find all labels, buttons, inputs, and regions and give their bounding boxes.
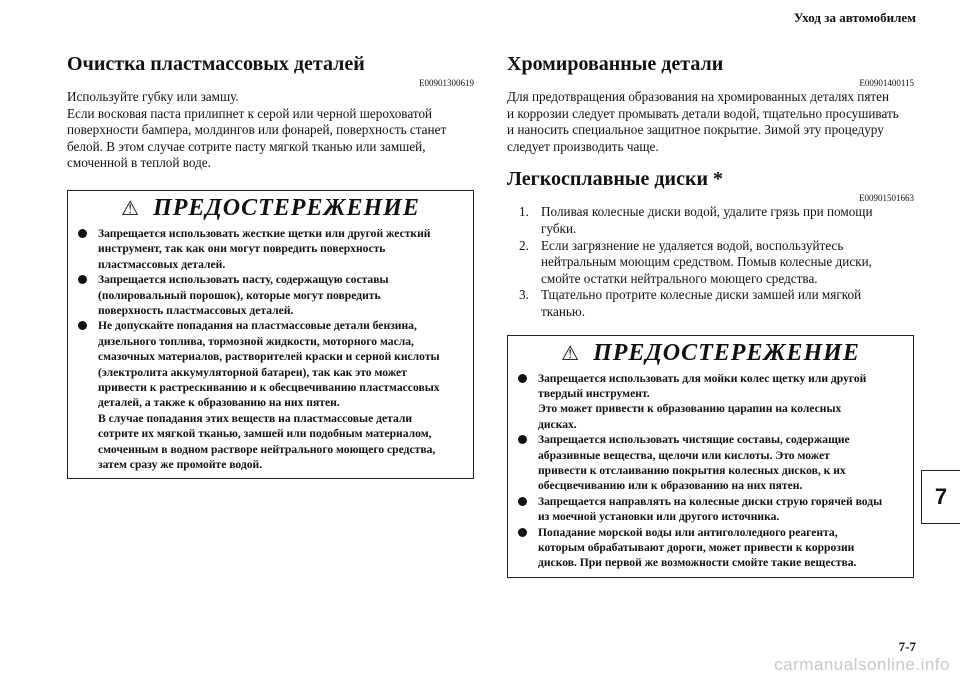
warning-triangle-icon: ⚠: [121, 197, 140, 220]
step-line: тканью.: [541, 303, 586, 319]
text-line: и коррозии следует промывать детали водой, тщательно просушивать: [507, 105, 899, 121]
section-code: E00901501663: [859, 193, 914, 204]
warning-line: абразивные вещества, щелочи или кислоты. Это может: [538, 448, 830, 462]
bullet-icon: [518, 435, 527, 444]
step-item: [507, 204, 914, 237]
warning-line: Попадание морской воды или антигололедного реагента,: [538, 525, 838, 539]
bullet-icon: [518, 497, 527, 506]
warning-line: инструмент, так как они могут повредить поверхность: [98, 242, 386, 256]
step-line: Если загрязнение не удаляется водой, воспользуйтесь: [541, 237, 844, 253]
warning-item: [516, 525, 903, 571]
warning-line: сотрите их мягкой тканью, замшей или подобным материалом,: [98, 427, 432, 441]
warning-line: дисках.: [538, 417, 577, 431]
warning-header: [508, 336, 913, 371]
warning-line: (электролита аккумуляторной батареи), так как это может: [98, 365, 407, 379]
warning-line: из моечной установки или другого источника.: [538, 510, 780, 524]
warning-line: Запрещается использовать чистящие составы, содержащие: [538, 433, 850, 447]
warning-line: затем сразу же промойте водой.: [98, 458, 263, 472]
section-heading-plastic: Очистка пластмассовых деталей: [67, 53, 365, 75]
warning-list: [508, 371, 913, 577]
warning-item: [516, 432, 903, 494]
text-line: белой. В этом случае сотрите пасту мягкой тканью или замшей,: [67, 138, 426, 154]
warning-line: привести к растрескиванию и к обесцвечиванию пластмассовых: [98, 381, 440, 395]
section-code: E00901300619: [419, 78, 474, 88]
warning-line: смоченным в водном растворе нейтрального моющего средства,: [98, 442, 436, 456]
warning-item: [76, 226, 463, 272]
bullet-icon: [78, 321, 87, 330]
warning-line: дизельного топлива, тормозной жидкости, моторного масла,: [98, 334, 414, 348]
warning-box-wheels: [507, 335, 914, 578]
warning-line: которым обрабатывают дороги, может привести к коррозии: [538, 541, 855, 554]
warning-line: дисков. При первой же возможности смойте такие вещества.: [538, 556, 857, 570]
section-heading-alloy-wheels: Легкосплавные диски *: [507, 168, 723, 191]
step-item: [507, 238, 914, 288]
step-line: смойте остатки нейтрального моющего средства.: [541, 270, 818, 286]
warning-line: деталей, а также к образованию на них пятен.: [98, 396, 340, 410]
warning-line: В случае попадания этих веществ на пластмассовые детали: [98, 411, 413, 425]
warning-header: [68, 191, 473, 226]
warning-line: (полировальный порошок), которые могут повредить: [98, 288, 381, 302]
bullet-icon: [518, 528, 527, 537]
step-item: [507, 287, 914, 320]
step-number: 2.: [519, 237, 529, 253]
warning-line: смазочных материалов, растворителей краски и серной кислоты: [98, 350, 440, 364]
steps-list: [507, 204, 914, 320]
bullet-icon: [78, 275, 87, 284]
text-line: и наносить специальное защитное покрытие. Зимой эту процедуру: [507, 122, 884, 138]
page-number: 7-7: [898, 639, 916, 654]
warning-item: [76, 318, 463, 472]
text-line: Используйте губку или замшу.: [67, 89, 239, 104]
step-line: губки.: [541, 220, 577, 236]
warning-line: пластмассовых деталей.: [98, 257, 226, 271]
step-line: нейтральным моющим средством. Помыв колесные диски,: [541, 254, 872, 270]
warning-line: обесцвечиванию или к образованию на них пятен.: [538, 479, 803, 493]
text-line: Если восковая паста прилипнет к серой или черной шероховатой: [67, 105, 433, 121]
step-line: Тщательно протрите колесные диски замшей или мягкой: [541, 287, 862, 303]
warning-line: Это может привести к образованию царапин на колесных: [538, 402, 842, 416]
section-heading-chrome: Хромированные детали: [507, 53, 724, 75]
paragraph-chrome: [507, 89, 914, 155]
step-line: Поливая колесные диски водой, удалите грязь при помощи: [541, 204, 873, 220]
warning-line: Запрещается использовать жесткие щетки или другой жесткий: [98, 226, 431, 240]
warning-line: Не допускайте попадания на пластмассовые детали бензина,: [98, 319, 417, 333]
warning-triangle-icon: ⚠: [561, 342, 580, 365]
left-column: [67, 52, 474, 479]
warning-line: привести к отслаиванию покрытия колесных дисков, к их: [538, 463, 846, 477]
text-line: Для предотвращения образования на хромированных деталях пятен: [507, 89, 890, 104]
warning-item: [76, 272, 463, 318]
chapter-tab: 7: [921, 470, 960, 524]
warning-title: ПРЕДОСТЕРЕЖЕНИЕ: [593, 339, 860, 366]
text-line: смоченной в теплой воде.: [67, 155, 211, 171]
paragraph-plastic: [67, 89, 474, 172]
section-code: E00901400115: [859, 78, 914, 88]
step-number: 1.: [519, 204, 529, 220]
warning-line: твердый инструмент.: [538, 386, 650, 400]
warning-line: Запрещается использовать для мойки колес щетку или другой: [538, 371, 867, 385]
bullet-icon: [518, 374, 527, 383]
warning-item: [516, 371, 903, 433]
step-number: 3.: [519, 287, 529, 303]
right-column: [507, 52, 914, 578]
warning-line: поверхность пластмассовых деталей.: [98, 304, 294, 317]
bullet-icon: [78, 229, 87, 238]
warning-list: [68, 226, 473, 479]
warning-item: [516, 494, 903, 525]
text-line: поверхности бампера, молдингов или фонарей, поверхность станет: [67, 122, 447, 138]
running-header: Уход за автомобилем: [793, 10, 916, 25]
warning-line: Запрещается направлять на колесные диски струю горячей воды: [538, 494, 883, 508]
text-line: следует производить чаще.: [507, 138, 659, 154]
watermark: carmanualsonline.info: [774, 655, 950, 674]
warning-line: Запрещается использовать пасту, содержащую составы: [98, 273, 389, 287]
warning-box-plastic: [67, 190, 474, 480]
warning-title: ПРЕДОСТЕРЕЖЕНИЕ: [153, 194, 420, 221]
